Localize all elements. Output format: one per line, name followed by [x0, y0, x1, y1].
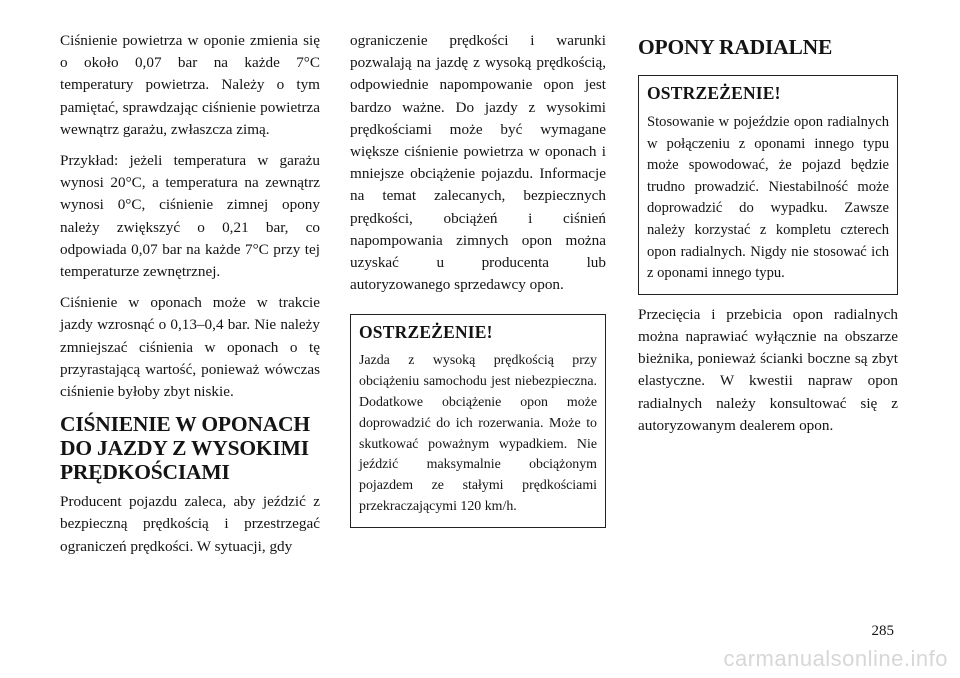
- warning-box-high-speed-load: [350, 314, 606, 527]
- paragraph-temperature-pressure: Ciśnienie powietrza w oponie zmienia się o około 0,07 bar na każde 7°C temperatury powietrza. Należy o tym pamiętać, sprawdzając ciśnienie powietrza wewnątrz garażu, zwłaszcza zimą.: [60, 32, 320, 138]
- column-left: [60, 30, 320, 567]
- column-middle: [350, 30, 606, 528]
- warning-title: OSTRZEŻENIE!: [359, 322, 493, 343]
- page-number: 285: [871, 623, 894, 639]
- paragraph-manufacturer-recommends: Producent pojazdu zaleca, aby jeździć z bezpieczną prędkością i przestrzegać ograniczeń prędkości. W sytuacji, gdy: [60, 493, 320, 555]
- warning-text: Jazda z wysoką prędkością przy obciążeniu samochodu jest niebezpieczna. Dodatkowe obciążenie opon może doprowadzić do ich rozerwania. Może to skutkować poważnym wypadkiem. Nie jeździć maksymalnie obciążonym pojazdem ze stałymi prędkościami przekraczającymi 120 km/h.: [359, 353, 597, 515]
- warning-text: Stosowanie w pojeździe opon radialnych w połączeniu z oponami innego typu może spowodować, że pojazd będzie trudno prowadzić. Niestabilność może doprowadzić do wypadku. Zawsze należy korzystać z kompletu czterech opon radialnych. Nigdy nie stosować ich z oponami innego typu.: [647, 114, 889, 282]
- paragraph-high-speed-inflation: ograniczenie prędkości i warunki pozwalają na jazdę z wysoką prędkością, odpowiednie napompowanie opon jest bardzo ważne. Do jazdy z wysokimi prędkościami może być wymagane większe ciśnienie powietrza w oponach i mniejsze obciążenie pojazdu. Informacje na temat zalecanych, bezpiecznych prędkości, obciążeń i ciśnień napompowania zimnych opon można uzyskać u producenta lub autoryzowanego sprzedawcy opon.: [350, 32, 606, 294]
- column-right: [638, 30, 898, 446]
- warning-box-radial-mixing: [638, 75, 898, 295]
- watermark-text: carmanualsonline.info: [723, 646, 948, 671]
- paragraph-pressure-increase: Ciśnienie w oponach może w trakcie jazdy wzrosnąć o 0,13–0,4 bar. Nie należy zmniejszać ciśnienia w oponach o tę przyrastającą wartość, ponieważ wówczas ciśnienie byłoby zbyt niskie.: [60, 294, 320, 401]
- warning-title: OSTRZEŻENIE!: [647, 83, 781, 103]
- paragraph-example: Przykład: jeżeli temperatura w garażu wynosi 20°C, a temperatura na zewnątrz wynosi 0°C, ciśnienie zimnej opony należy zwiększyć o 0,21 bar, co odpowiada 0,07 bar na każde 7°C przy tej temperaturze zewnętrznej.: [60, 152, 320, 281]
- heading-high-speed-pressure: CIŚNIENIE W OPONACH DO JAZDY Z WYSOKIMI PRĘDKOŚCIAMI: [60, 412, 310, 485]
- paragraph-radial-repair: Przecięcia i przebicia opon radialnych można naprawiać wyłącznie na obszarze bieżnika, ponieważ ścianki boczne są zbyt elastyczne. W kwestii napraw opon radialnych należy konsultować się z autoryzowanym dealerem opon.: [638, 305, 898, 434]
- heading-radial-tires: OPONY RADIALNE: [638, 35, 833, 59]
